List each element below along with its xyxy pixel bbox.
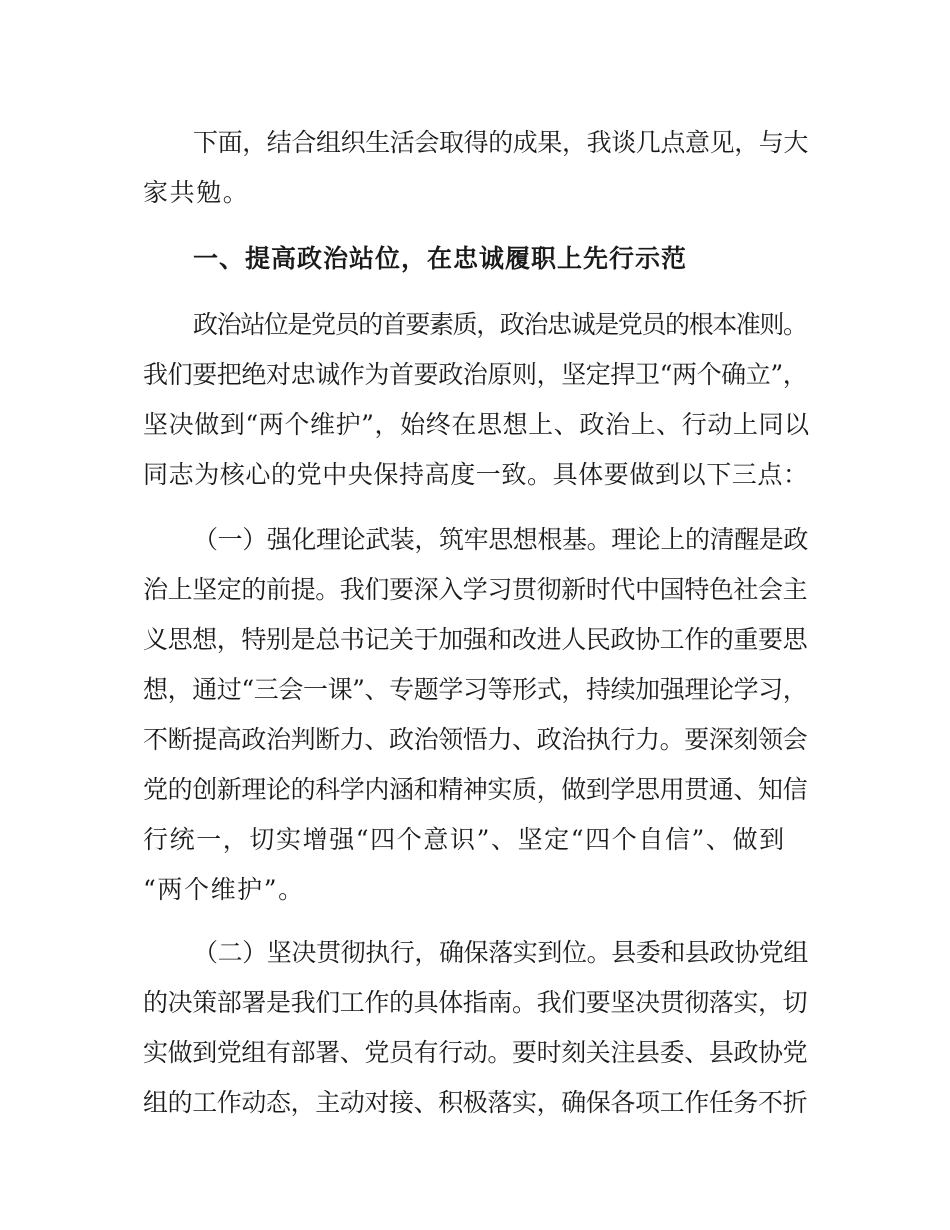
- paragraph-2-line-4: 想，通过“三会一课”、专题学习等形式，持续加强理论学习，: [143, 675, 808, 704]
- intro-line-2: 家共勉。: [143, 178, 250, 207]
- paragraph-1-line-3: 坚决做到“两个维护”，始终在思想上、政治上、行动上同以: [143, 410, 810, 439]
- paragraph-2-line-8: “两个维护”。: [143, 875, 305, 904]
- paragraph-3-line-3: 实做到党组有部署、党员有行动。要时刻关注县委、县政协党: [143, 1038, 808, 1067]
- paragraph-2-line-7: 行统一，切实增强“四个意识”、坚定“四个自信”、做到: [143, 825, 786, 854]
- paragraph-1-line-4: 同志为核心的党中央保持高度一致。具体要做到以下三点：: [143, 460, 809, 489]
- paragraph-2-line-6: 党的创新理论的科学内涵和精神实质，做到学思用贯通、知信: [143, 775, 808, 804]
- paragraph-3-line-4: 组的工作动态，主动对接、积极落实，确保各项工作任务不折: [143, 1088, 808, 1117]
- paragraph-3-line-2: 的决策部署是我们工作的具体指南。我们要坚决贯彻落实，切: [143, 988, 808, 1017]
- paragraph-2-line-3: 义思想，特别是总书记关于加强和改进人民政协工作的重要思: [143, 625, 808, 654]
- paragraph-1-line-1: 政治站位是党员的首要素质，政治忠诚是党员的根本准则。: [193, 310, 807, 339]
- paragraph-2-line-5: 不断提高政治判断力、政治领悟力、政治执行力。要深刻领会: [143, 725, 808, 754]
- paragraph-3-line-1: （二）坚决贯彻执行，确保落实到位。县委和县政协党组: [193, 938, 809, 967]
- paragraph-2-line-2: 治上坚定的前提。我们要深入学习贯彻新时代中国特色社会主: [143, 575, 808, 604]
- intro-line-1: 下面，结合组织生活会取得的成果，我谈几点意见，与大: [193, 128, 809, 157]
- paragraph-1-line-2: 我们要把绝对忠诚作为首要政治原则，坚定捍卫“两个确立”，: [143, 360, 808, 389]
- section-heading-1: 一、提高政治站位，在忠诚履职上先行示范: [193, 244, 688, 273]
- paragraph-2-line-1: （一）强化理论武装，筑牢思想根基。理论上的清醒是政: [193, 525, 809, 554]
